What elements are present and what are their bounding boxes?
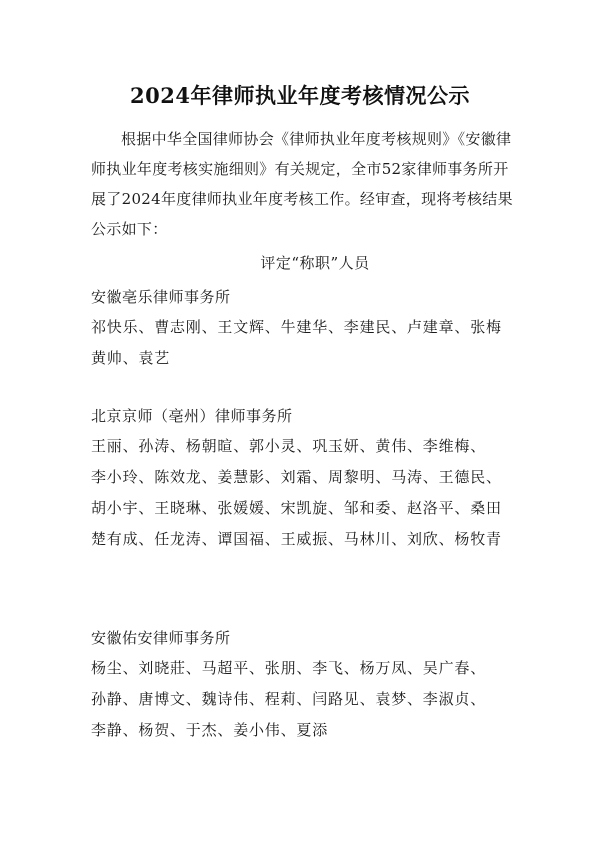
member-list	[91, 653, 521, 746]
member-line: 李静、杨贺、于杰、姜小伟、夏添	[91, 721, 329, 739]
member-list	[91, 431, 521, 555]
document-title: 2024年律师执业年度考核情况公示	[130, 83, 470, 108]
member-line: 李小玲、陈效龙、姜慧影、刘霜、周黎明、马涛、王德民、	[91, 468, 502, 486]
member-line: 楚有成、任龙涛、谭国福、王威振、马林川、刘欣、杨牧青	[91, 530, 502, 548]
member-line: 杨尘、刘晓莊、马超平、张朋、李飞、杨万凤、吴广春、	[91, 659, 487, 677]
firm-name: 北京京师（亳州）律师事务所	[91, 407, 293, 425]
firm-name: 安徽亳乐律师事务所	[91, 288, 231, 306]
member-line: 王丽、孙涛、杨朝暄、郭小灵、巩玉妍、黄伟、李维梅、	[91, 437, 487, 455]
member-line: 孙静、唐博文、魏诗伟、程莉、闫路见、袁梦、李淑贞、	[91, 690, 487, 708]
intro-paragraph: 根据中华全国律师协会《律师执业年度考核规则》《安徽律师执业年度考核实施细则》有关规定，全市52家律师事务所开展了2024年度律师执业年度考核工作。经审查，现将考核结果公示如下：	[91, 130, 513, 238]
section-subheading: 评定“称职”人员	[260, 254, 370, 272]
member-line: 黄帅、袁艺	[91, 349, 171, 367]
member-list	[91, 312, 521, 374]
firm-name: 安徽佑安律师事务所	[91, 629, 231, 647]
member-line: 祁快乐、曹志刚、王文辉、牛建华、李建民、卢建章、张梅	[91, 318, 502, 336]
member-line: 胡小宇、王晓琳、张媛媛、宋凯旋、邹和委、赵洛平、桑田	[91, 499, 502, 517]
